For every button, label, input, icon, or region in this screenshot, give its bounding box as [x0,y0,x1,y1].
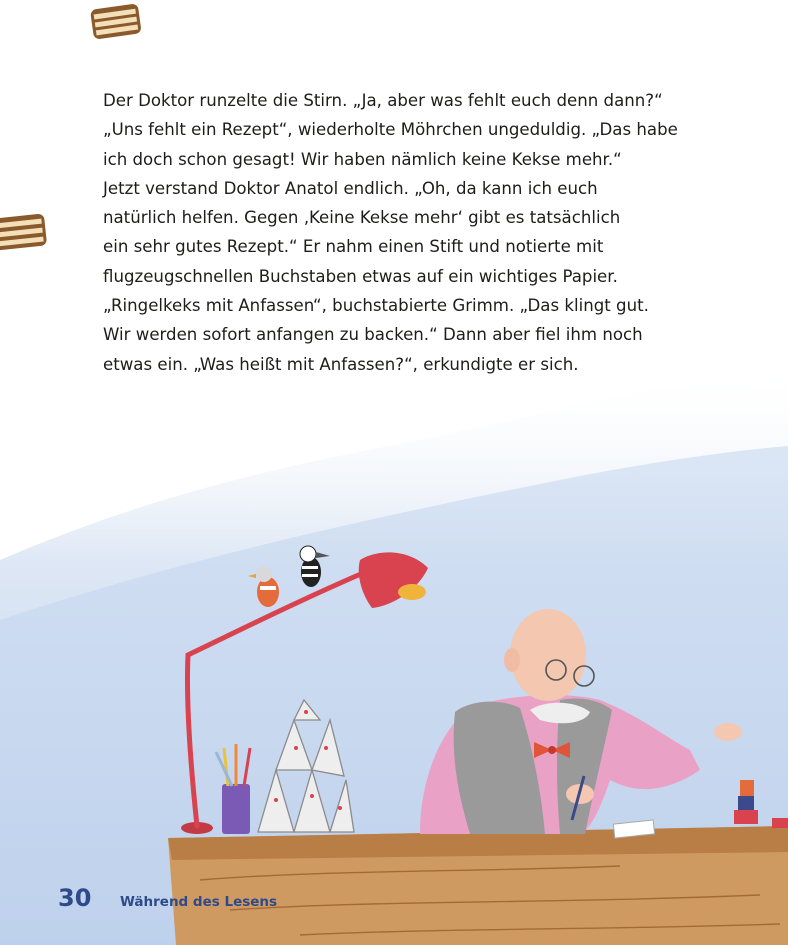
bird [248,566,279,607]
story-line: „Ringelkeks mit Anfassen“, buchstabierte Grimm. „Das klingt gut. [103,296,649,316]
story-line: ein sehr gutes Rezept.“ Er nahm einen Stift und notierte mit [103,237,604,257]
story-line: „Uns fehlt ein Rezept“, wiederholte Möhrchen ungeduldig. „Das habe [103,120,678,140]
section-label: Während des Lesens [120,894,278,910]
story-line: flugzeugschnellen Buchstaben etwas auf ein wichtiges Papier. [103,266,618,286]
story-line: Jetzt verstand Doktor Anatol endlich. „Oh, da kann ich euch [103,178,598,198]
card-house [258,700,354,832]
story-line: natürlich helfen. Gegen ‚Keine Kekse mehr‘ gibt es tatsächlich [103,208,621,228]
woodpecker [300,546,330,587]
page-number: 30 [58,884,92,912]
pen-cup [216,744,250,834]
desk [168,826,788,945]
story-line: ich doch schon gesagt! Wir haben nämlich keine Kekse mehr.“ [103,149,622,169]
story-line: Der Doktor runzelte die Stirn. „Ja, aber was fehlt euch denn dann?“ [103,91,663,110]
lamp [181,552,428,834]
story-line: etwas ein. „Was heißt mit Anfassen?“, erkundigte er sich. [103,354,579,374]
story-line: Wir werden sofort anfangen zu backen.“ Dann aber fiel ihm noch [103,325,643,345]
doctor [420,609,742,838]
block-tower [734,780,788,828]
